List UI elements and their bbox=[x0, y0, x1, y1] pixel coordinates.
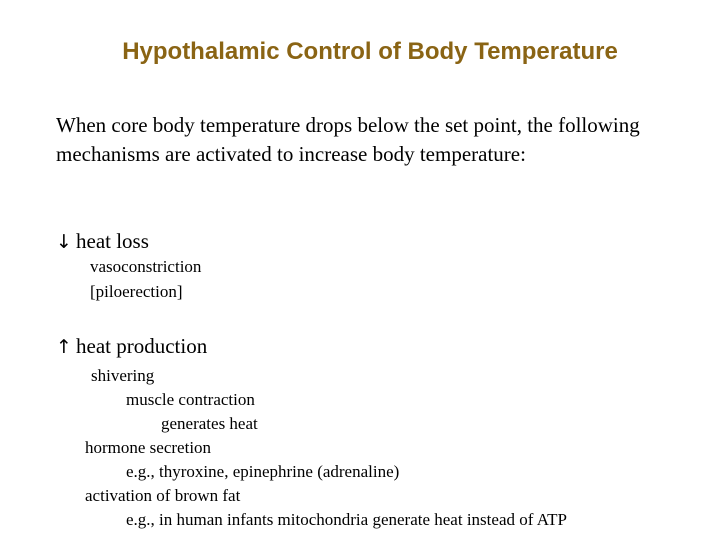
vasoconstriction-item: vasoconstriction bbox=[90, 257, 202, 276]
slide-title: Hypothalamic Control of Body Temperature bbox=[122, 38, 618, 65]
heat-loss-heading bbox=[56, 227, 149, 256]
shivering-item: shivering bbox=[91, 366, 155, 385]
muscle-contraction-item: muscle contraction bbox=[126, 390, 255, 409]
heat-loss-label: heat loss bbox=[76, 229, 149, 253]
up-arrow-icon: ↑ bbox=[56, 336, 72, 358]
heat-production-heading bbox=[56, 332, 207, 361]
hormone-example-item: e.g., thyroxine, epinephrine (adrenaline) bbox=[126, 462, 400, 481]
brown-fat-example-item: e.g., in human infants mitochondria generate heat instead of ATP bbox=[126, 510, 567, 529]
piloerection-item: [piloerection] bbox=[90, 282, 183, 301]
hormone-secretion-item: hormone secretion bbox=[85, 438, 212, 457]
generates-heat-item: generates heat bbox=[161, 414, 258, 433]
intro-paragraph: When core body temperature drops below the set point, the following mechanisms are activated to increase body temperature: bbox=[56, 113, 640, 166]
heat-production-label: heat production bbox=[76, 334, 208, 358]
brown-fat-item: activation of brown fat bbox=[85, 486, 241, 505]
down-arrow-icon: ↓ bbox=[56, 231, 72, 253]
